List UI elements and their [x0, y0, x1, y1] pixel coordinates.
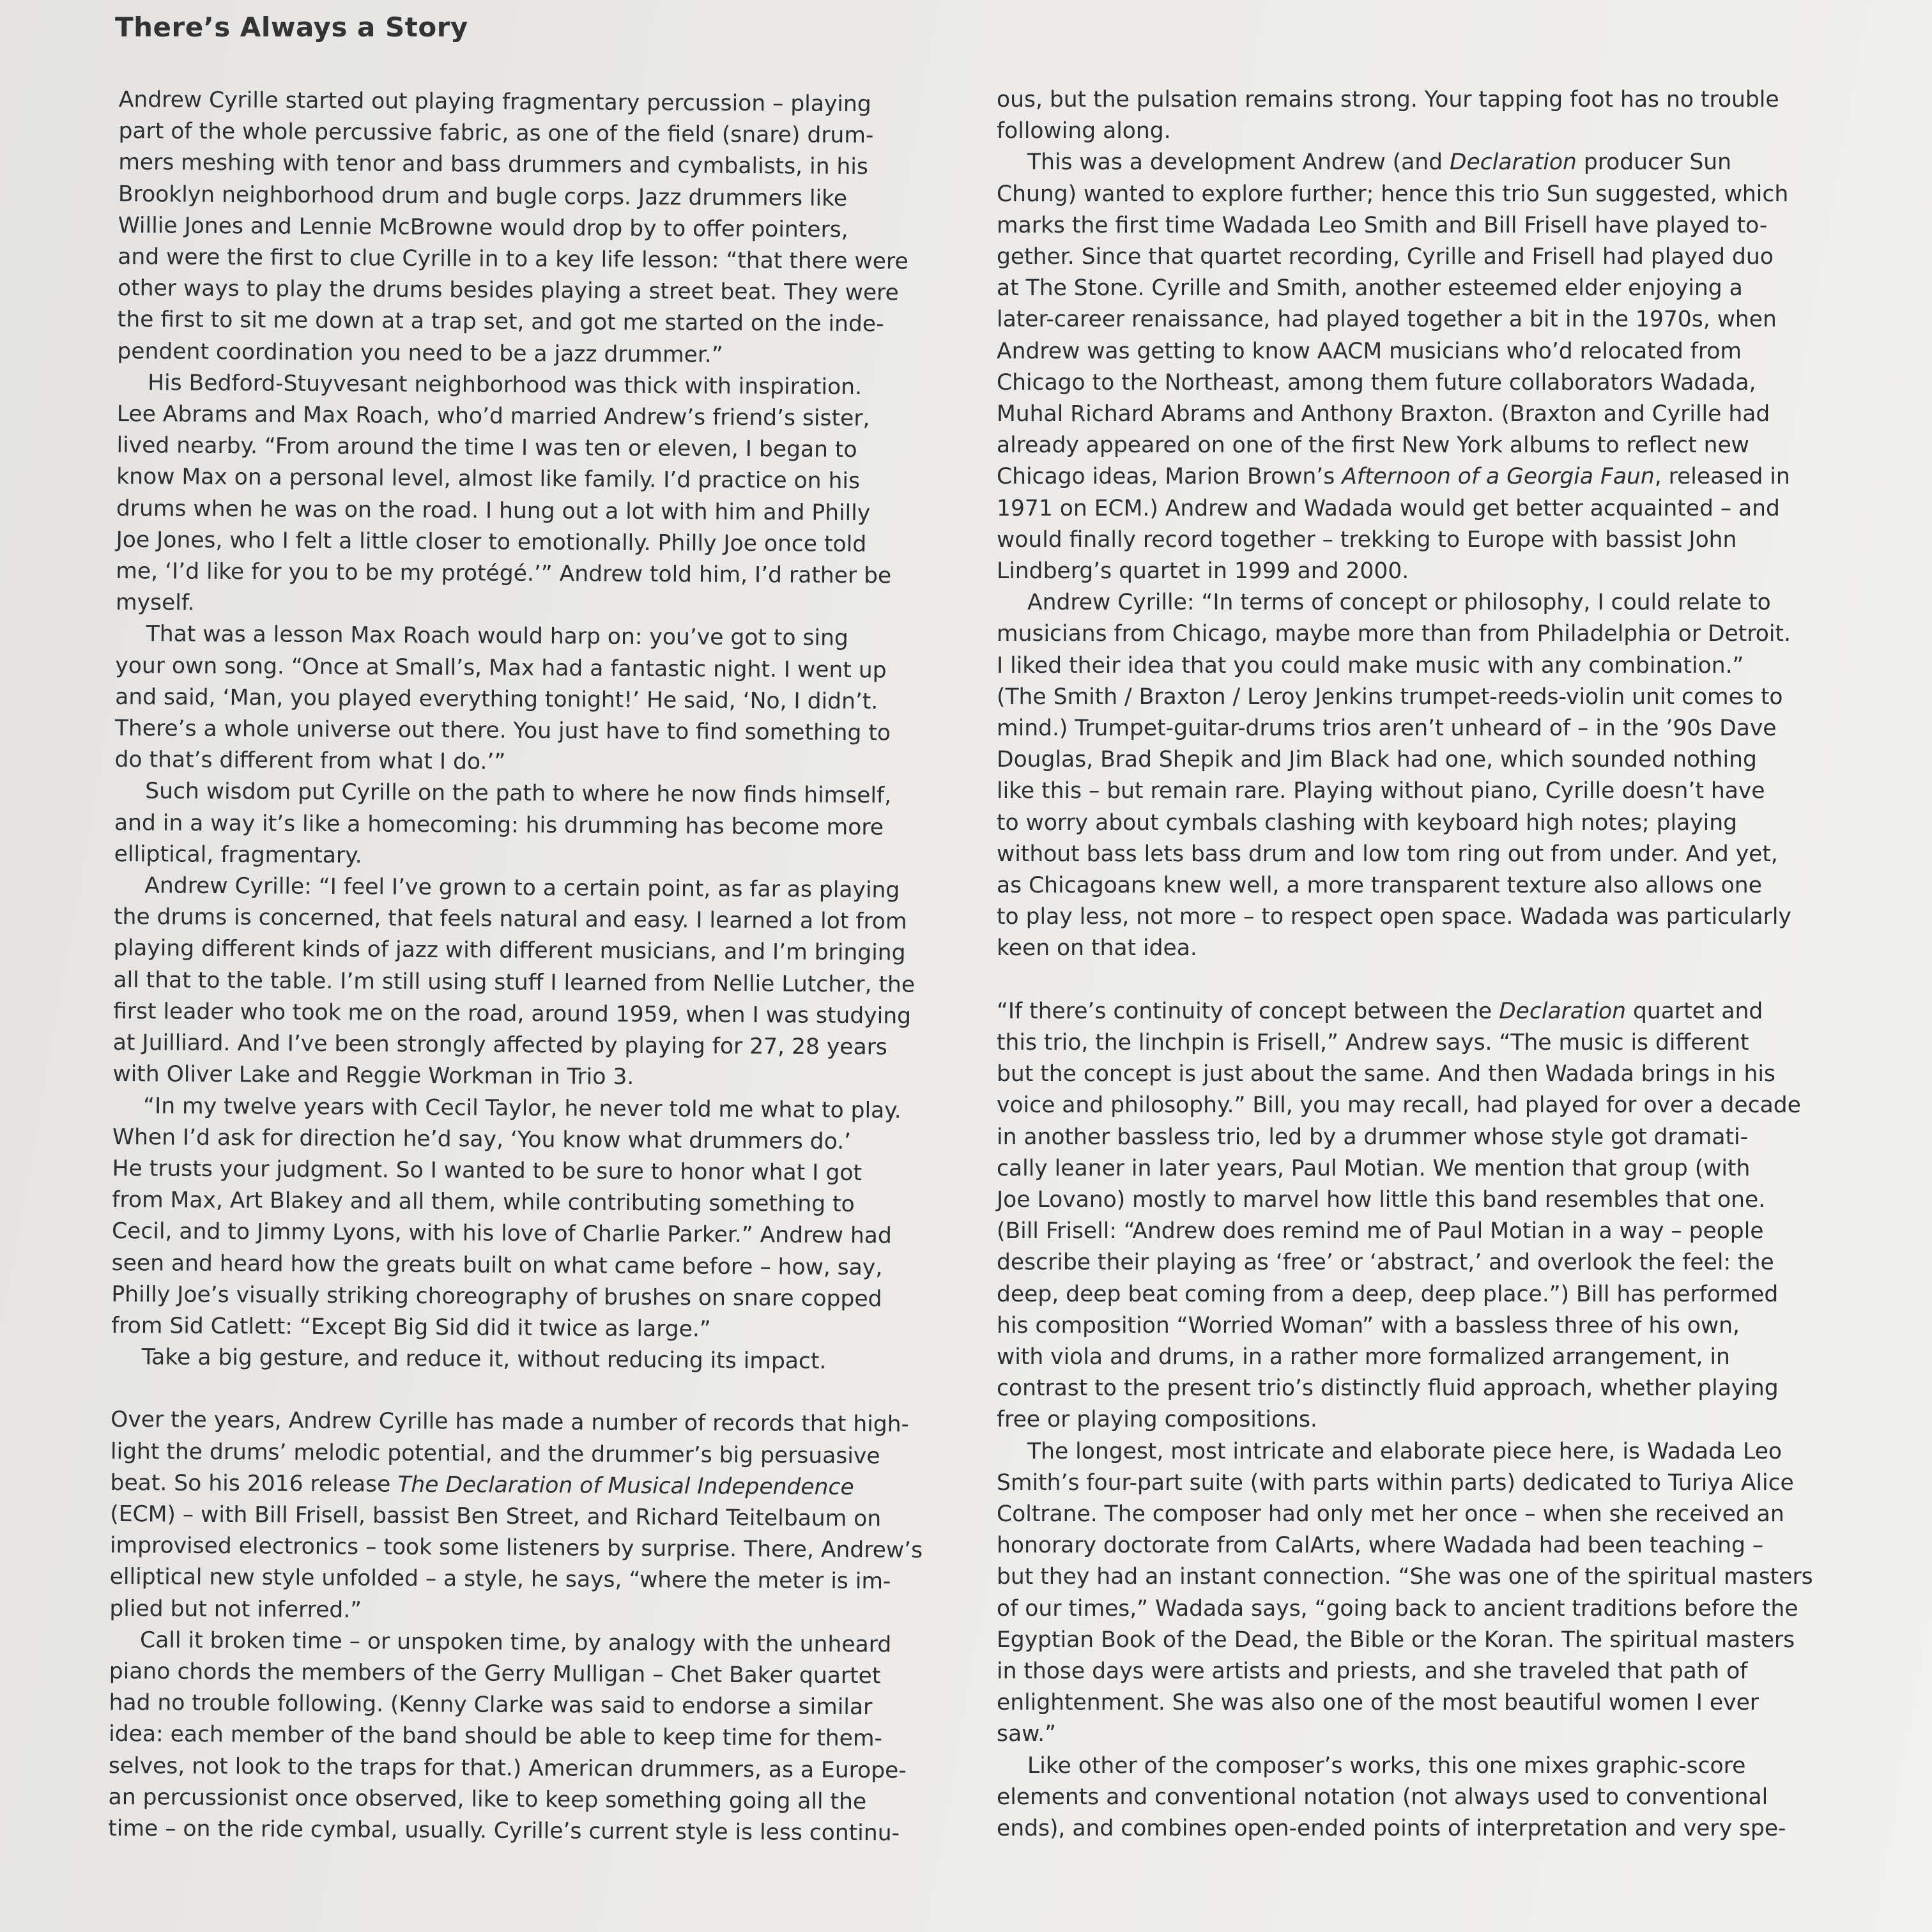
text-segment: beat. So his 2016 release: [110, 1469, 398, 1498]
text-line: [117, 367, 928, 404]
text-line: [997, 241, 1803, 273]
text-line: [111, 1436, 922, 1472]
text-segment: Brooklyn neighborhood drum and bugle corps. Jazz drummers like: [118, 181, 848, 211]
text-segment: time – on the ride cymbal, usually. Cyrille’s current style is less continu-: [108, 1815, 900, 1846]
italic-title: The Declaration of Musical Independence: [397, 1471, 854, 1500]
text-segment: deep, deep beat coming from a deep, deep place.”) Bill has performed: [997, 1281, 1779, 1307]
text-segment: enlightenment. She was also one of the most beautiful women I ever: [997, 1690, 1759, 1716]
text-segment: Cecil, and to Jimmy Lyons, with his love of Charlie Parker.” Andrew had: [111, 1218, 892, 1249]
text-line: [118, 241, 929, 278]
text-segment: ends), and combines open-ended points of interpretation and very spe-: [997, 1815, 1786, 1841]
text-line: [997, 1404, 1803, 1436]
text-segment: in another bassless trio, led by a drummer whose style got dramati-: [997, 1124, 1749, 1150]
text-line: [111, 1279, 923, 1315]
text-segment: lived nearby. “From around the time I was ten or eleven, I began to: [116, 433, 857, 463]
text-segment: in those days were artists and priests, and she traveled that path of: [997, 1658, 1748, 1684]
text-segment: playing different kinds of jazz with different musicians, and I’m bringing: [113, 935, 906, 967]
text-segment: musicians from Chicago, maybe more than from Philadelphia or Detroit.: [997, 621, 1791, 647]
text-segment: Andrew Cyrille: “In terms of concept or philosophy, I could relate to: [1027, 590, 1771, 616]
text-line: [114, 839, 925, 875]
text-segment: The longest, most intricate and elaborate piece here, is Wadada Leo: [1027, 1438, 1782, 1464]
text-line: [997, 1751, 1803, 1782]
text-line: [997, 1373, 1803, 1404]
text-segment: describe their playing as ‘free’ or ‘abstract,’ and overlook the feel: the: [997, 1250, 1774, 1276]
text-segment: me, ‘I’d like for you to be my protégé.’” Andrew told him, I’d rather be: [116, 558, 892, 589]
text-segment: “In my twelve years with Cecil Taylor, he never told me what to play.: [143, 1092, 901, 1124]
text-line: [116, 461, 928, 498]
text-segment: from Max, Art Blakey and all them, while contributing something to: [112, 1187, 855, 1218]
text-segment: Andrew was getting to know AACM musicians who’d relocated from: [997, 338, 1742, 364]
text-line: [997, 1436, 1803, 1468]
text-line: [997, 367, 1803, 399]
text-segment: as Chicagoans knew well, a more transparent texture also allows one: [997, 873, 1762, 899]
text-segment: pendent coordination you need to be a jazz drummer.”: [117, 338, 723, 368]
text-line: [110, 1561, 921, 1598]
text-segment: Smith’s four-part suite (with parts within parts) dedicated to Turiya Alice: [997, 1469, 1794, 1496]
text-line: [116, 525, 927, 561]
text-line: [997, 399, 1803, 430]
text-segment: Take a big gesture, and reduce it, without reducing its impact.: [141, 1344, 827, 1374]
text-segment: quartet and: [1626, 998, 1763, 1024]
text-segment: contrast to the present trio’s distinctly fluid approach, whether playing: [997, 1376, 1779, 1402]
text-segment: at Juilliard. And I’ve been strongly affected by playing for 27, 28 years: [112, 1030, 887, 1061]
text-line: [118, 179, 930, 215]
text-segment: and in a way it’s like a homecoming: his drumming has become more: [114, 809, 884, 841]
text-segment: had no trouble following. (Kenny Clarke was said to endorse a similar: [109, 1690, 873, 1721]
text-line: [997, 618, 1803, 650]
text-segment: Call it broken time – or unspoken time, by analogy with the unheard: [140, 1627, 892, 1658]
italic-title: Afternoon of a Georgia Faun: [1342, 464, 1655, 490]
text-line: [110, 1530, 921, 1567]
text-line: [111, 1342, 923, 1378]
text-line: [115, 713, 926, 749]
text-segment: This was a development Andrew (and: [1027, 150, 1450, 176]
text-segment: like this – but remain rare. Playing without piano, Cyrille doesn’t have: [997, 778, 1765, 804]
text-segment: elements and conventional notation (not always used to conventional: [997, 1784, 1768, 1810]
text-line: [119, 84, 930, 121]
text-segment: this trio, the linchpin is Frisell,” Andrew says. “The music is different: [997, 1029, 1749, 1055]
text-segment: idea: each member of the band should be able to keep time for them-: [109, 1721, 883, 1752]
text-line: [113, 1027, 924, 1064]
text-line: [997, 870, 1803, 901]
text-line: [997, 1342, 1803, 1373]
text-segment: 1971 on ECM.) Andrew and Wadada would get better acquainted – and: [997, 495, 1780, 521]
text-line: [997, 996, 1803, 1027]
text-line: [997, 839, 1803, 870]
text-line: [997, 1279, 1803, 1310]
text-segment: voice and philosophy.” Bill, you may recall, had played for over a decade: [997, 1092, 1801, 1119]
left-column: [108, 84, 930, 1850]
text-line: [997, 901, 1803, 933]
text-segment: His Bedford-Stuyvesant neighborhood was thick with inspiration.: [148, 370, 862, 400]
text-segment: , released in: [1654, 464, 1790, 490]
text-segment: would finally record together – trekking to Europe with bassist John: [997, 526, 1737, 553]
italic-title: Declaration: [1449, 150, 1577, 176]
text-line: [997, 147, 1803, 178]
text-line: [997, 525, 1803, 556]
text-line: [997, 1593, 1803, 1625]
text-line: [108, 1782, 919, 1818]
text-segment: from Sid Catlett: “Except Big Sid did it twice as large.”: [111, 1312, 711, 1342]
text-line: [112, 1090, 924, 1126]
text-segment: following along.: [997, 118, 1171, 144]
text-line: [112, 1153, 923, 1190]
text-line: [997, 179, 1803, 210]
text-line: [116, 618, 927, 655]
text-line: [997, 461, 1803, 493]
text-line: [116, 556, 927, 592]
text-segment: Philly Joe’s visually striking choreography of brushes on snare copped: [111, 1281, 882, 1312]
text-segment: producer Sun: [1576, 150, 1732, 176]
text-line: [997, 1153, 1803, 1184]
text-line: [114, 744, 926, 781]
text-segment: seen and heard how the greats built on what came before – how, say,: [111, 1250, 883, 1280]
text-segment: and said, ‘Man, you played everything tonight!’ He said, ‘No, I didn’t.: [115, 684, 878, 715]
text-segment: saw.”: [997, 1721, 1057, 1747]
text-line: [997, 650, 1803, 682]
text-line: [997, 210, 1803, 241]
page-title: There’s Always a Story: [115, 12, 468, 43]
text-segment: (ECM) – with Bill Frisell, bassist Ben Street, and Richard Teitelbaum on: [110, 1501, 882, 1532]
text-segment: Joe Lovano) mostly to marvel how little this band resembles that one.: [997, 1186, 1766, 1213]
text-line: [997, 1625, 1803, 1656]
text-line: [997, 1122, 1803, 1153]
text-line: [113, 965, 924, 1001]
text-segment: Coltrane. The composer had only met her once – when she received an: [997, 1501, 1784, 1527]
text-line: [997, 1719, 1803, 1750]
text-segment: your own song. “Once at Small’s, Max had a fantastic night. I went up: [115, 652, 887, 684]
text-segment: piano chords the members of the Gerry Mulligan – Chet Baker quartet: [109, 1658, 881, 1689]
text-line: [997, 304, 1803, 335]
text-segment: the drums is concerned, that feels natural and easy. I learned a lot from: [113, 904, 907, 935]
text-segment: with Oliver Lake and Reggie Workman in Trio 3.: [112, 1061, 634, 1091]
text-segment: improvised electronics – took some listeners by surprise. There, Andrew’s: [109, 1533, 923, 1563]
text-line: [997, 776, 1803, 807]
text-line: [997, 273, 1803, 304]
text-line: [997, 1310, 1803, 1342]
text-line: [118, 304, 929, 341]
text-line: [115, 650, 926, 687]
text-segment: other ways to play the drums besides playing a street beat. They were: [117, 275, 899, 306]
text-segment: cally leaner in later years, Paul Motian. We mention that group (with: [997, 1155, 1751, 1181]
text-segment: myself.: [115, 590, 195, 616]
text-segment: but they had an instant connection. “She was one of the spiritual masters: [997, 1564, 1813, 1590]
text-line: [997, 1499, 1803, 1530]
text-line: [116, 493, 928, 530]
text-line: [997, 744, 1803, 776]
italic-title: Declaration: [1499, 998, 1627, 1024]
text-segment: He trusts your judgment. So I wanted to be sure to honor what I got: [112, 1155, 862, 1186]
text-line: [112, 1059, 924, 1095]
text-segment: Andrew Cyrille: “I feel I’ve grown to a certain point, as far as playing: [144, 873, 900, 903]
text-line: [118, 116, 930, 152]
text-line: [997, 933, 1803, 964]
text-segment: When I’d ask for direction he’d say, ‘You know what drummers do.’: [112, 1124, 852, 1154]
text-line: [114, 933, 925, 969]
text-line: [111, 1404, 922, 1441]
text-line: [997, 713, 1803, 744]
text-segment: to worry about cymbals clashing with keyboard high notes; playing: [997, 809, 1738, 836]
text-line: [109, 1719, 920, 1755]
text-line: [118, 147, 930, 183]
text-line: [997, 587, 1803, 618]
text-line: [117, 336, 928, 372]
text-segment: (Bill Frisell: “Andrew does remind me of Paul Motian in a way – people: [997, 1218, 1764, 1245]
text-line: [997, 1468, 1803, 1499]
text-line: [997, 84, 1803, 116]
text-segment: drums when he was on the road. I hung out a lot with him and Philly: [116, 495, 871, 526]
text-line: [997, 1216, 1803, 1247]
text-segment: mers meshing with tenor and bass drummers and cymbalists, in his: [118, 150, 869, 180]
text-segment: Chung) wanted to explore further; hence this trio Sun suggested, which: [997, 181, 1789, 207]
text-line: [997, 1090, 1803, 1121]
text-line: [997, 116, 1803, 147]
text-line: [997, 336, 1803, 367]
text-segment: know Max on a personal level, almost like family. I’d practice on his: [116, 464, 861, 494]
text-line: [997, 493, 1803, 525]
text-segment: That was a lesson Max Roach would harp on: you’ve got to sing: [146, 621, 848, 652]
text-segment: Egyptian Book of the Dead, the Bible or the Koran. The spiritual masters: [997, 1627, 1795, 1653]
text-line: [997, 682, 1803, 713]
text-segment: Willie Jones and Lennie McBrowne would drop by to offer pointers,: [118, 212, 848, 243]
text-segment: his composition “Worried Woman” with a bassless three of his own,: [997, 1312, 1740, 1338]
text-segment: part of the whole percussive fabric, as one of the field (snare) drum-: [118, 118, 874, 149]
text-segment: of our times,” Wadada says, “going back to ancient traditions before the: [997, 1595, 1798, 1621]
text-line: [116, 587, 927, 624]
text-segment: Muhal Richard Abrams and Anthony Braxton. (Braxton and Cyrille had: [997, 401, 1770, 427]
text-line: [112, 1247, 923, 1284]
text-line: [116, 430, 928, 466]
text-segment: already appeared on one of the first New York albums to reflect new: [997, 433, 1749, 459]
text-segment: with viola and drums, in a rather more formalized arrangement, in: [997, 1344, 1730, 1370]
text-segment: first leader who took me on the road, around 1959, when I was studying: [113, 998, 912, 1029]
text-line: [111, 1310, 923, 1347]
text-segment: light the drums’ melodic potential, and the drummer’s big persuasive: [110, 1438, 880, 1469]
text-line: [108, 1813, 919, 1850]
text-segment: mind.) Trumpet-guitar-drums trios aren’t unheard of – in the ’90s Dave: [997, 716, 1777, 742]
text-line: [997, 1782, 1803, 1813]
text-segment: Andrew Cyrille started out playing fragmentary percussion – playing: [118, 86, 871, 118]
text-line: [115, 682, 926, 718]
text-segment: gether. Since that quartet recording, Cyrille and Frisell had played duo: [997, 244, 1774, 270]
text-line: [109, 1687, 920, 1724]
text-segment: plied but not inferred.”: [109, 1595, 362, 1623]
text-segment: I liked their idea that you could make music with any combination.”: [997, 652, 1744, 678]
text-segment: marks the first time Wadada Leo Smith and Bill Frisell have played to-: [997, 212, 1768, 238]
text-segment: (The Smith / Braxton / Leroy Jenkins trumpet-reeds-violin unit comes to: [997, 684, 1783, 710]
text-segment: to play less, not more – to respect open space. Wadada was particularly: [997, 904, 1791, 930]
text-segment: elliptical new style unfolded – a style, he says, “where the meter is im-: [109, 1564, 891, 1595]
text-segment: elliptical, fragmentary.: [114, 841, 362, 869]
text-line: [109, 1751, 920, 1787]
text-segment: ous, but the pulsation remains strong. Your tapping foot has no trouble: [997, 87, 1779, 112]
text-segment: all that to the table. I’m still using stuff I learned from Nellie Lutcher, the: [113, 967, 916, 998]
text-segment: free or playing compositions.: [997, 1407, 1317, 1433]
text-line: [110, 1499, 921, 1535]
text-segment: There’s a whole universe out there. You just have to find something to: [114, 716, 891, 746]
text-segment: and were the first to clue Cyrille in to a key life lesson: “that there were: [118, 244, 908, 275]
text-segment: at The Stone. Cyrille and Smith, another esteemed elder enjoying a: [997, 275, 1743, 302]
text-segment: without bass lets bass drum and low tom ring out from under. And yet,: [997, 841, 1778, 867]
text-line: [118, 273, 929, 309]
text-line: [997, 556, 1803, 587]
text-line: [997, 1656, 1803, 1687]
text-line: [997, 1813, 1803, 1844]
text-line: [110, 1468, 921, 1504]
text-line: [117, 399, 928, 435]
text-line: [997, 1027, 1803, 1059]
text-line: [112, 1122, 924, 1158]
text-segment: honorary doctorate from CalArts, where Wadada had been teaching –: [997, 1533, 1764, 1559]
text-line: [997, 1059, 1803, 1090]
text-segment: “If there’s continuity of concept between the: [997, 998, 1499, 1024]
paragraph-gap: [997, 965, 1803, 996]
text-line: [997, 1247, 1803, 1278]
text-line: [997, 808, 1803, 839]
text-line: [114, 901, 925, 938]
text-line: [997, 1687, 1803, 1719]
text-segment: the first to sit me down at a trap set, and got me started on the inde-: [117, 307, 884, 337]
text-line: [109, 1625, 921, 1661]
text-segment: do that’s different from what I do.’”: [114, 747, 506, 775]
text-segment: Over the years, Andrew Cyrille has made a number of records that high-: [111, 1407, 910, 1438]
text-line: [114, 808, 926, 844]
text-line: [118, 210, 929, 247]
paragraph-gap: [111, 1373, 922, 1409]
text-line: [112, 1184, 923, 1221]
text-line: [114, 776, 926, 812]
text-segment: later-career renaissance, had played together a bit in the 1970s, when: [997, 307, 1777, 333]
text-segment: Chicago to the Northeast, among them future collaborators Wadada,: [997, 369, 1756, 395]
text-segment: keen on that idea.: [997, 935, 1197, 962]
text-line: [112, 1216, 923, 1252]
text-line: [109, 1656, 921, 1692]
text-segment: an percussionist once observed, like to keep something going all the: [108, 1784, 867, 1814]
text-segment: selves, not look to the traps for that.) American drummers, as a Europe-: [108, 1752, 907, 1784]
text-segment: Joe Jones, who I felt a little closer to emotionally. Philly Joe once told: [116, 526, 867, 558]
text-line: [997, 1530, 1803, 1561]
text-line: [997, 430, 1803, 461]
text-segment: Lindberg’s quartet in 1999 and 2000.: [997, 558, 1409, 585]
text-segment: but the concept is just about the same. And then Wadada brings in his: [997, 1061, 1775, 1087]
right-column: [997, 84, 1813, 1844]
text-line: [997, 1561, 1813, 1593]
text-line: [113, 996, 924, 1032]
text-segment: Such wisdom put Cyrille on the path to where he now finds himself,: [145, 778, 892, 809]
text-segment: Chicago ideas, Marion Brown’s: [997, 464, 1342, 490]
text-segment: Like other of the composer’s works, this one mixes graphic-score: [1027, 1752, 1746, 1779]
text-line: [997, 1184, 1803, 1216]
text-segment: Douglas, Brad Shepik and Jim Black had one, which sounded nothing: [997, 747, 1757, 773]
text-line: [109, 1593, 921, 1630]
text-segment: Lee Abrams and Max Roach, who’d married Andrew’s friend’s sister,: [116, 401, 870, 432]
text-line: [114, 870, 925, 907]
